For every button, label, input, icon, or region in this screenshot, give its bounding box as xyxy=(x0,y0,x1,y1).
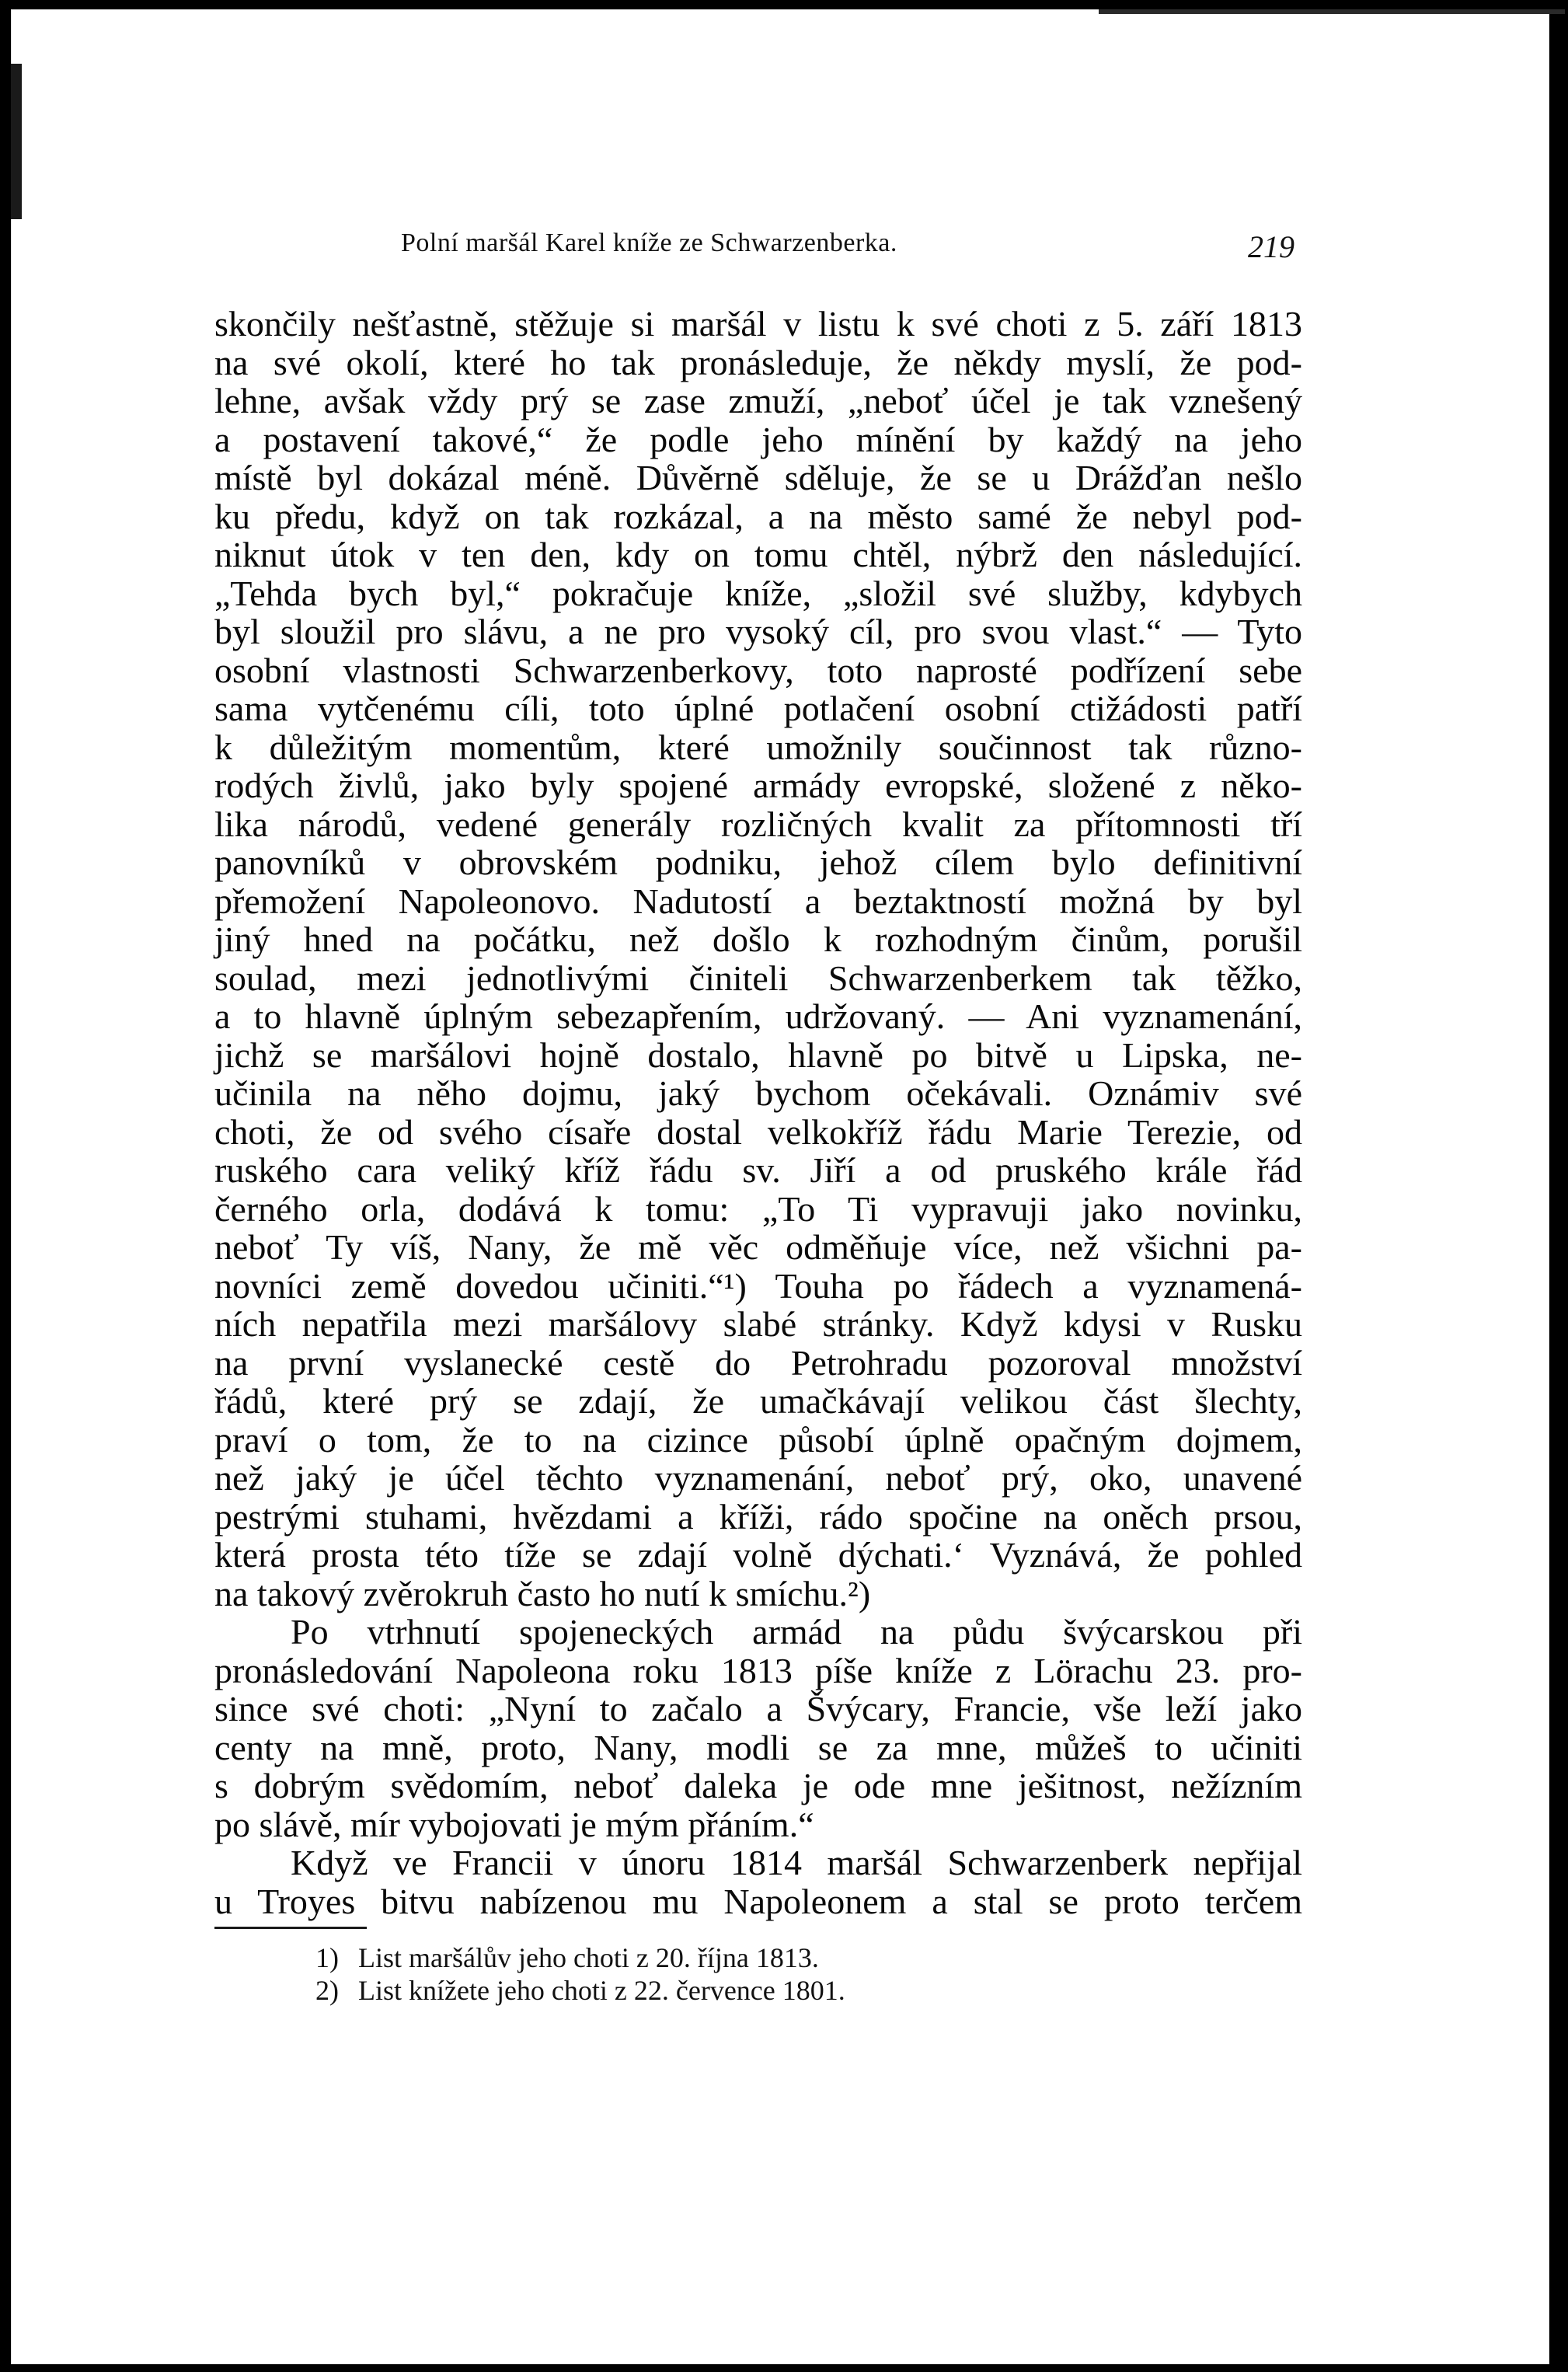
paragraph-1 xyxy=(214,305,1302,1613)
text-line: u Troyes bitvu nabízenou mu Napoleonem a stal se proto terčem xyxy=(214,1881,1302,1921)
text-line: rodých živlů, jako byly spojené armády evropské, složené z něko- xyxy=(214,766,1302,805)
text-line: přemožení Napoleonovo. Nadutostí a beztaktností možná by byl xyxy=(214,881,1302,921)
footnote-text: List maršálův jeho choti z 20. října 1813. xyxy=(358,1942,819,1973)
paragraph-2 xyxy=(214,1613,1302,1844)
text-line: po slávě, mír vybojovati je mým přáním.“ xyxy=(214,1804,814,1844)
text-line: jiný hned na počátku, než došlo k rozhodným činům, porušil xyxy=(214,919,1302,959)
text-line: since své choti: „Nyní to začalo a Švýcary, Francie, vše leží jako xyxy=(214,1689,1302,1728)
footnote-marker: 2) xyxy=(315,1975,339,2006)
text-line: novníci země dovedou učiniti.“¹) Touha po řádech a vyznamená- xyxy=(214,1265,1302,1306)
text-line: s dobrým svědomím, neboť daleka je ode mne ješitnost, nežízním xyxy=(214,1766,1302,1805)
text-line: na první vyslanecké cestě do Petrohradu pozoroval množství xyxy=(214,1342,1302,1383)
text-line: ních nepatřila mezi maršálovy slabé stránky. Když kdysi v Rusku xyxy=(214,1304,1302,1344)
text-line: na své okolí, které ho tak pronásleduje, že někdy myslí, že pod- xyxy=(214,342,1302,382)
text-line: pestrými stuhami, hvězdami a kříži, rádo spočine na oněch prsou, xyxy=(214,1496,1302,1537)
footnote-text: List knížete jeho choti z 22. července 1801. xyxy=(358,1975,845,2006)
text-line: lehne, avšak vždy prý se zase zmuží, „neboť účel je tak vznešený xyxy=(214,381,1302,420)
text-line: Když ve Francii v únoru 1814 maršál Schwarzenberk nepřijal xyxy=(291,1843,1302,1882)
footnote-marker: 1) xyxy=(315,1942,339,1973)
text-line: Po vtrhnutí spojeneckých armád na půdu švýcarskou při xyxy=(291,1612,1302,1652)
text-line: a to hlavně úplným sebezapřením, udržovaný. — Ani vyznamenání, xyxy=(214,996,1302,1036)
text-line: učinila na něho dojmu, jaký bychom očekávali. Oznámiv své xyxy=(214,1073,1302,1113)
text-line: „Tehda bych byl,“ pokračuje kníže, „složil své služby, kdybych xyxy=(214,573,1302,613)
text-line: neboť Ty víš, Nany, že mě věc odměňuje více, než všichni pa- xyxy=(214,1227,1302,1267)
text-line: a postavení takové,“ že podle jeho mínění by každý na jeho xyxy=(214,419,1302,459)
footnotes xyxy=(315,1941,1170,2007)
text-line: k důležitým momentům, které umožnily součinnost tak různo- xyxy=(214,727,1302,767)
text-line: pronásledování Napoleona roku 1813 píše kníže z Lörachu 23. pro- xyxy=(214,1650,1302,1690)
text-line: jichž se maršálovi hojně dostalo, hlavně po bitvě u Lipska, ne- xyxy=(214,1034,1302,1075)
text-line: místě byl dokázal méně. Důvěrně sděluje, že se u Drážďan nešlo xyxy=(214,458,1302,497)
text-line: která prosta této tíže se zdají volně dýchati.‘ Vyznává, že pohled xyxy=(214,1535,1302,1575)
text-line: ruského cara veliký kříž řádu sv. Jiří a od pruského krále řád xyxy=(214,1150,1302,1190)
text-line: byl sloužil pro slávu, a ne pro vysoký cíl, pro svou vlast.“ — Tyto xyxy=(214,612,1302,651)
page-number: 219 xyxy=(1248,229,1294,264)
text-line: panovníků v obrovském podniku, jehož cílem bylo definitivní xyxy=(214,842,1302,882)
text-line: černého orla, dodává k tomu: „To Ti vypravuji jako novinku, xyxy=(214,1188,1302,1229)
text-line: centy na mně, proto, Nany, modli se za mne, můžeš to učiniti xyxy=(214,1727,1302,1767)
page-top-edge xyxy=(1099,9,1565,14)
text-line: choti, že od svého císaře dostal velkokříž řádu Marie Terezie, od xyxy=(214,1111,1302,1152)
text-line: niknut útok v ten den, kdy on tomu chtěl, nýbrž den následující. xyxy=(214,535,1302,574)
running-title: Polní maršál Karel kníže ze Schwarzenberka. xyxy=(401,228,897,257)
text-line: soulad, mezi jednotlivými činiteli Schwarzenberkem tak těžko, xyxy=(214,958,1302,998)
main-text xyxy=(214,305,1302,1920)
book-page xyxy=(11,9,1549,2364)
footnote-1 xyxy=(315,1941,1170,1974)
footnote-2 xyxy=(315,1974,1170,2007)
page-edge-shadow xyxy=(11,64,22,219)
paragraph-3 xyxy=(214,1844,1302,1920)
page-header xyxy=(401,228,1294,275)
text-line: osobní vlastnosti Schwarzenberkovy, toto naprosté podřízení sebe xyxy=(214,650,1302,690)
text-line: řádů, které prý se zdají, že umačkávají velikou část šlechty, xyxy=(214,1381,1302,1421)
text-line: skončily nešťastně, stěžuje si maršál v listu k své choti z 5. září 1813 xyxy=(214,304,1302,344)
text-line: praví o tom, že to na cizince působí úplně opačným dojmem, xyxy=(214,1419,1302,1460)
text-line: ku předu, když on tak rozkázal, a na město samé že nebyl pod- xyxy=(214,496,1302,536)
text-line: sama vytčenému cíli, toto úplné potlačení osobní ctižádosti patří xyxy=(214,689,1302,728)
text-line: lika národů, vedené generály rozličných kvalit za přítomnosti tří xyxy=(214,804,1302,844)
footnote-separator xyxy=(214,1927,367,1929)
text-line: na takový zvěrokruh často ho nutí k smíchu.²) xyxy=(214,1573,871,1613)
text-line: než jaký je účel těchto vyznamenání, neboť prý, oko, unavené xyxy=(214,1458,1302,1498)
